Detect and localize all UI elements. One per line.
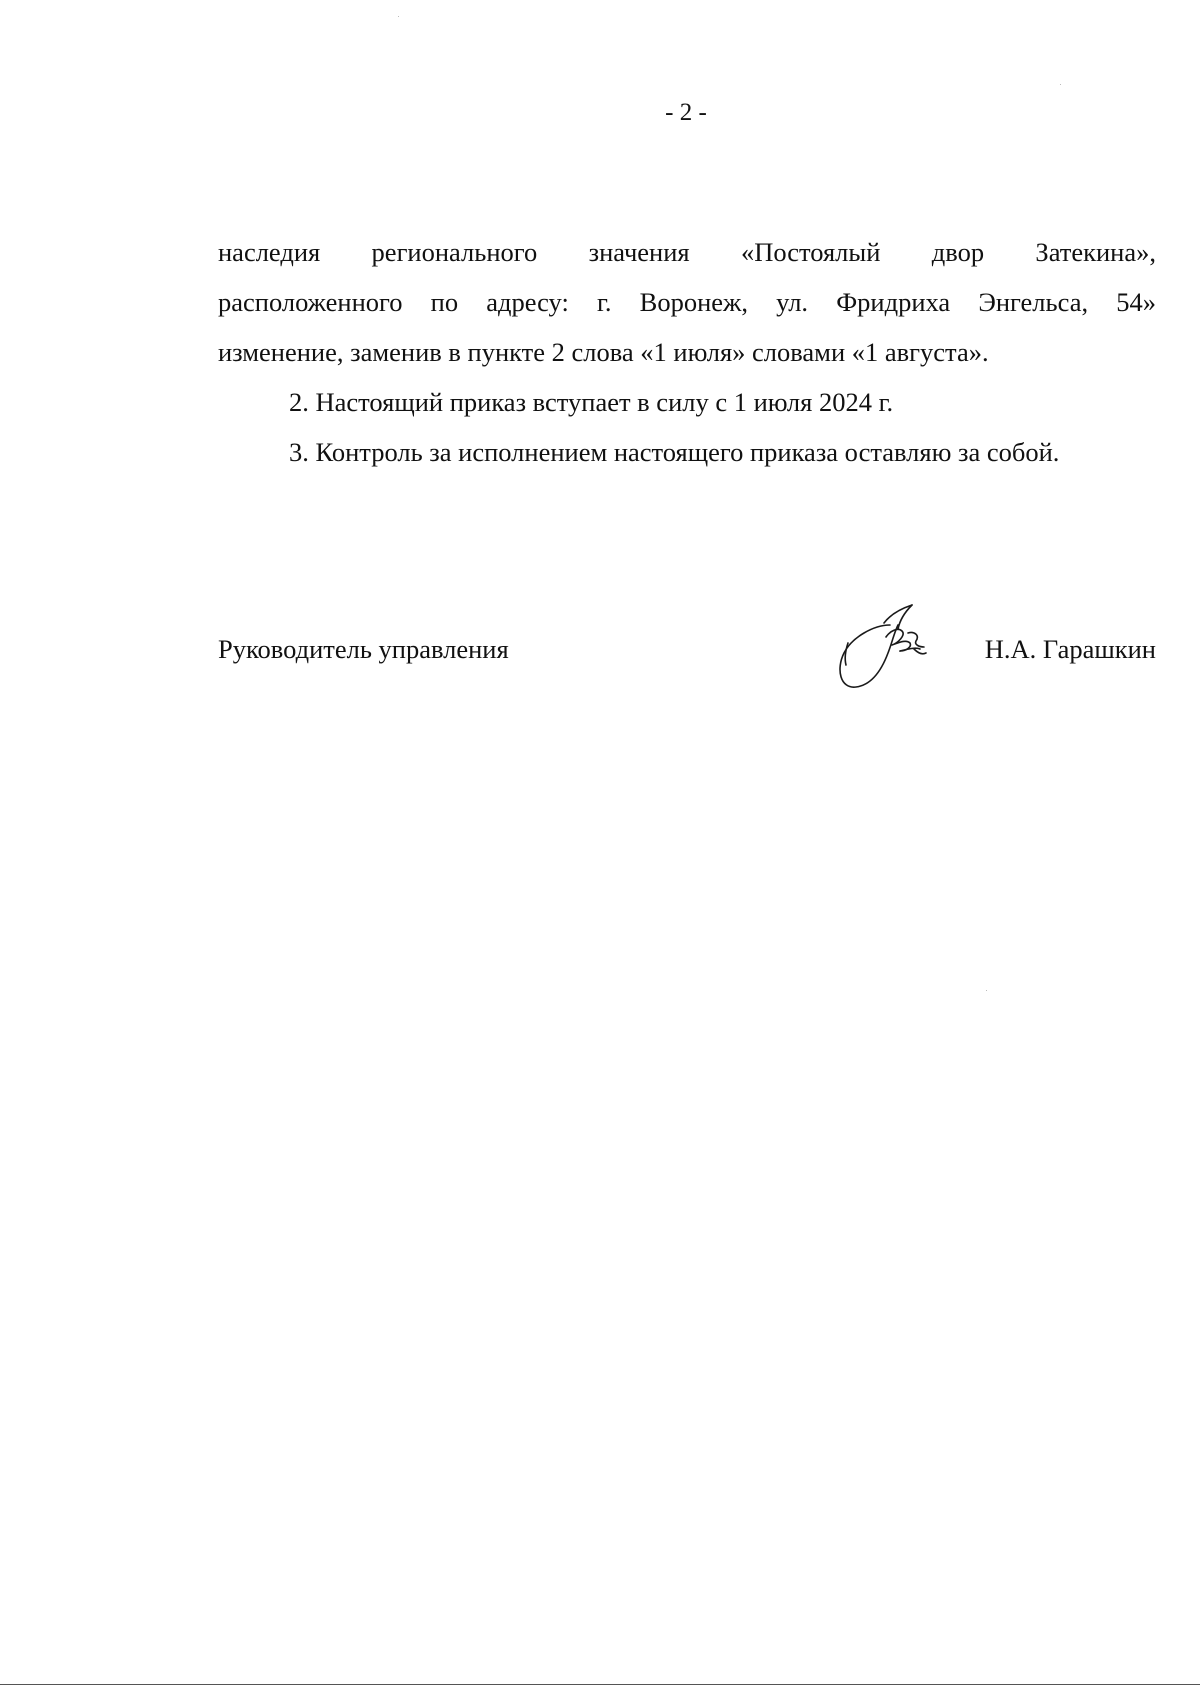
document-body <box>218 227 1156 477</box>
list-item-3: 3. Контроль за исполнением настоящего приказа оставляю за собой. <box>289 437 1060 467</box>
scan-speck <box>986 990 987 991</box>
paragraph-line: расположенного по адресу: г. Воронеж, ул. Фридриха Энгельса, 54» <box>218 287 1156 317</box>
page-number: - 2 - <box>665 99 707 126</box>
list-item-2: 2. Настоящий приказ вступает в силу с 1 июля 2024 г. <box>289 387 894 417</box>
scan-speck <box>398 16 399 17</box>
signature-image <box>828 603 938 693</box>
signer-position: Руководитель управления <box>218 634 509 664</box>
signer-name: Н.А. Гарашкин <box>984 634 1156 664</box>
signature-block <box>218 603 1156 693</box>
page-bottom-edge <box>0 1684 1200 1685</box>
scan-speck <box>1060 84 1061 85</box>
paragraph-line: изменение, заменив в пункте 2 слова «1 июля» словами «1 августа». <box>218 337 989 367</box>
paragraph-line: наследия регионального значения «Постоялый двор Затекина», <box>218 237 1156 267</box>
